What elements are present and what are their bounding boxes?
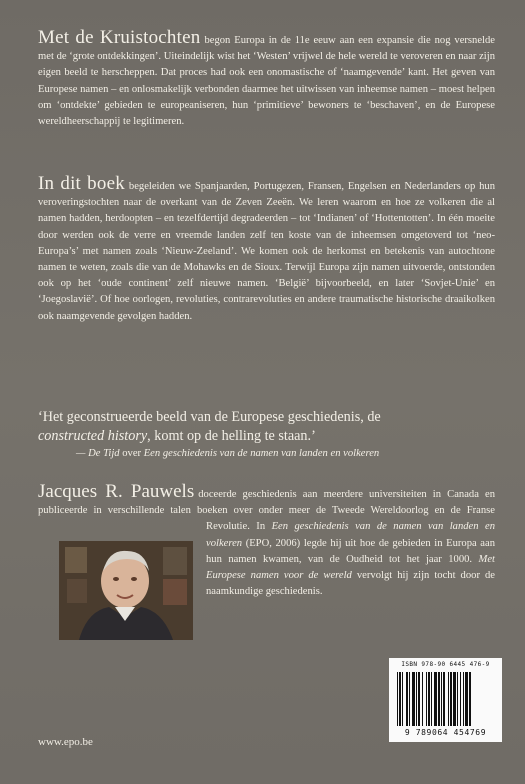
section-lead-dit-boek: In dit boek: [38, 173, 125, 194]
quote-text-close: , komt op de helling te staan.’: [147, 428, 316, 444]
barcode-bar: [465, 672, 468, 726]
bio-pub-1: (EPO, 2006): [245, 537, 301, 549]
barcode-label: [389, 658, 502, 742]
barcode-bar: [453, 672, 456, 726]
section-lead-kruistochten: Met de Kruistochten: [38, 27, 201, 48]
intro-paragraph: [38, 27, 495, 130]
quote-text-open: ‘Het geconstrueerde beeld van de Europese geschiedenis, de: [38, 409, 381, 425]
barcode-bar: [438, 672, 440, 726]
barcode-bar: [450, 672, 452, 726]
barcode-bar: [412, 672, 415, 726]
author-name: Jacques R. Pauwels: [38, 481, 195, 502]
isbn-text: ISBN 978-90 6445 476-9: [401, 661, 490, 668]
barcode-icon: [397, 672, 494, 726]
quote-title: Een geschiedenis van de namen van landen en volkeren: [143, 448, 380, 459]
quote-source: — De Tijd: [76, 448, 120, 459]
barcode-bar: [409, 672, 410, 726]
intro-text: begon Europa in de 11e eeuw aan een expansie die nog versnelde met de ‘grote ontdekkingen’. Uiteindelijk wist het ‘Westen’ vrijwel de hele wereld te veroveren en naar zijn eigen beeld te herscheppen. Dat proces had ook een onomastische of ‘naamgevende’ kant. Het geven van Europese namen – en onlosmakelijk verbonden daarmee het uitwissen van inheemse namen – moest helpen om ‘ontdekte’ gebieden te europeaniseren, hun ‘primitieve’ bewoners te ‘beschaven’, en de Europese wereldheerschappij te legitimeren.: [38, 35, 495, 128]
barcode-bar: [402, 672, 403, 726]
book-paragraph: [38, 173, 495, 325]
barcode-bar: [399, 672, 401, 726]
barcode-bar: [406, 672, 408, 726]
barcode-bar: [431, 672, 432, 726]
ean-text: 9 789064 454769: [404, 728, 487, 737]
review-quote: [38, 408, 498, 461]
bio-text-2: legde hij uit hoe de gebieden in Europa aan hun namen kwamen, van de Oudheid tot het jaar 1000.: [206, 537, 495, 565]
bio-text-3: vervolgt hij zijn tocht door de naamkundige geschiedenis.: [206, 570, 495, 598]
barcode-bar: [469, 672, 471, 726]
barcode-bar: [426, 672, 427, 726]
publisher-website: www.epo.be: [38, 736, 93, 748]
quote-over: over: [122, 448, 142, 459]
barcode-bar: [448, 672, 449, 726]
bio-book-1: Een geschiedenis van de namen van landen en volkeren: [206, 521, 495, 549]
barcode-bar: [418, 672, 420, 726]
barcode-bar: [457, 672, 458, 726]
author-portrait-icon: [59, 541, 193, 640]
barcode-bar: [397, 672, 398, 726]
book-text: begeleiden we Spanjaarden, Portugezen, Fransen, Engelsen en Nederlanders op hun veroveringstochten naar de overkant van de Zeven Zeeën. We leren waarom en hoe ze volkeren die al namen hadden, herdoopten – en tezelfdertijd degradeerden – tot ‘Indianen’ of ‘Hottentotten’. In één moeite door werden ook de verre en vreemde landen zelf ten koste van de inheemsen omgetoverd tot ‘neo-Europa’s’ met namen zoals ‘Nieuw-Zeeland’. We komen ook de herkomst en betekenis van autochtone namen te weten, zoals die van de Mohawks en de Sioux. Terwijl Europa zijn namen uitvoerde, ontstonden ook op het ‘oude continent’ zelf nieuwe namen. ‘België’ bijvoorbeeld, en later ‘Sovjet-Unie’ en ‘Joegoslavië’. Of hoe oorlogen, revoluties, contrarevoluties en andere traumatische historische draaikolken ook naamgevende gevolgen hadden.: [38, 181, 495, 322]
author-photo: [59, 541, 193, 640]
barcode-bar: [441, 672, 442, 726]
barcode-bar: [422, 672, 423, 726]
barcode-bar: [463, 672, 464, 726]
quote-emphasis: constructed history: [38, 428, 148, 444]
barcode-bar: [443, 672, 445, 726]
bio-book-2: Met Europese namen voor de wereld: [206, 553, 495, 582]
bio-text-1: doceerde geschiedenis aan meerdere universiteiten in Canada en publiceerde in verschillende talen boeken over onder meer de Tweede Wereldoorlog en de Franse Revolutie. In: [38, 489, 495, 533]
barcode-bar: [460, 672, 461, 726]
barcode-bar: [428, 672, 430, 726]
barcode-bar: [416, 672, 417, 726]
barcode-bar: [434, 672, 437, 726]
